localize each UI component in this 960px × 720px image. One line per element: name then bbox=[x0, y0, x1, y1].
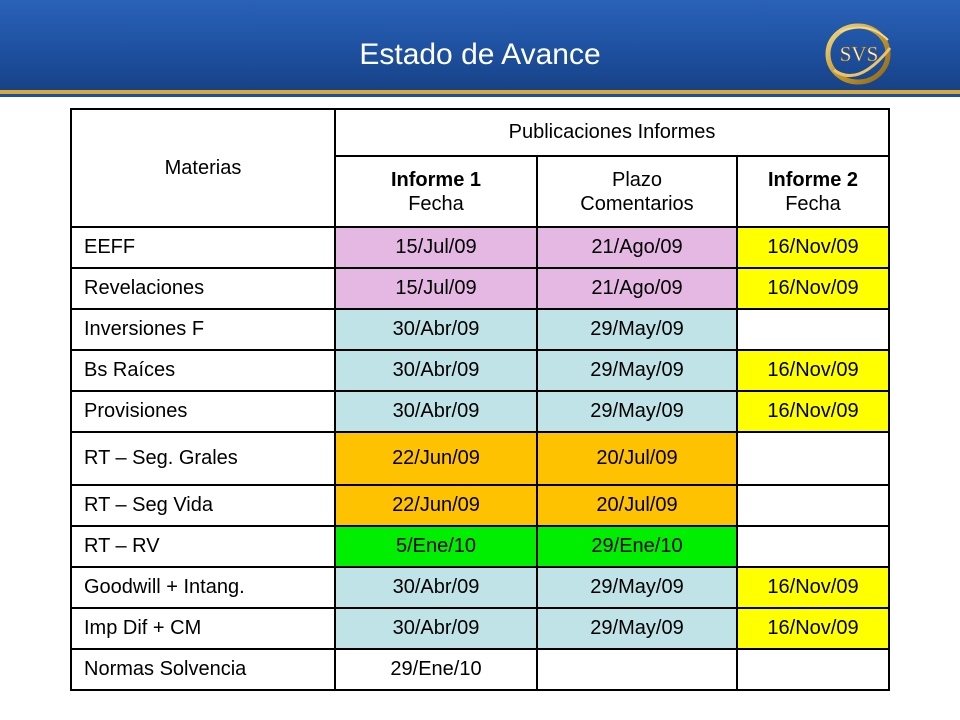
plazo-cell bbox=[537, 649, 737, 690]
informe2-header bbox=[737, 156, 889, 227]
informe1-cell: 30/Abr/09 bbox=[335, 608, 537, 649]
informe2-cell bbox=[737, 526, 889, 567]
plazo-cell: 29/May/09 bbox=[537, 608, 737, 649]
informe1-cell: 5/Ene/10 bbox=[335, 526, 537, 567]
plazo-cell: 29/May/09 bbox=[537, 391, 737, 432]
plazo-cell: 20/Jul/09 bbox=[537, 432, 737, 485]
informe2-cell: 16/Nov/09 bbox=[737, 268, 889, 309]
blue-divider bbox=[0, 94, 960, 97]
table-row bbox=[71, 649, 889, 690]
plazo-cell: 29/May/09 bbox=[537, 350, 737, 391]
informe2-cell: 16/Nov/09 bbox=[737, 227, 889, 268]
informe1-header-sub: Fecha bbox=[408, 192, 464, 215]
plazo-cell: 29/May/09 bbox=[537, 567, 737, 608]
informe2-cell bbox=[737, 309, 889, 350]
informe2-header-sub: Fecha bbox=[785, 192, 841, 215]
row-name: RT – Seg. Grales bbox=[71, 432, 335, 485]
table-row bbox=[71, 227, 889, 268]
row-name: Normas Solvencia bbox=[71, 649, 335, 690]
plazo-cell: 29/Ene/10 bbox=[537, 526, 737, 567]
informe2-header-title: Informe 2 bbox=[767, 168, 859, 191]
publicaciones-header: Publicaciones Informes bbox=[335, 109, 889, 156]
informe1-cell: 22/Jun/09 bbox=[335, 432, 537, 485]
table-row bbox=[71, 567, 889, 608]
table-row bbox=[71, 526, 889, 567]
informe1-header bbox=[335, 156, 537, 227]
plazo-cell: 21/Ago/09 bbox=[537, 268, 737, 309]
table-row bbox=[71, 432, 889, 485]
row-name: Bs Raíces bbox=[71, 350, 335, 391]
page-title: Estado de Avance bbox=[359, 38, 601, 71]
row-name: Provisiones bbox=[71, 391, 335, 432]
materias-header: Materias bbox=[71, 109, 335, 227]
informe2-cell: 16/Nov/09 bbox=[737, 350, 889, 391]
row-name: Imp Dif + CM bbox=[71, 608, 335, 649]
table-row bbox=[71, 309, 889, 350]
progress-table bbox=[70, 108, 890, 691]
row-name: EEFF bbox=[71, 227, 335, 268]
plazo-header bbox=[537, 156, 737, 227]
informe1-cell: 29/Ene/10 bbox=[335, 649, 537, 690]
table-row bbox=[71, 268, 889, 309]
plazo-cell: 21/Ago/09 bbox=[537, 227, 737, 268]
plazo-header-title: Plazo bbox=[611, 168, 663, 191]
table-row bbox=[71, 608, 889, 649]
logo-text: SVS bbox=[839, 42, 879, 66]
informe1-cell: 30/Abr/09 bbox=[335, 350, 537, 391]
informe1-cell: 30/Abr/09 bbox=[335, 309, 537, 350]
informe2-cell bbox=[737, 649, 889, 690]
row-name: RT – RV bbox=[71, 526, 335, 567]
row-name: RT – Seg Vida bbox=[71, 485, 335, 526]
informe2-cell bbox=[737, 485, 889, 526]
svs-logo bbox=[820, 18, 900, 86]
informe1-cell: 30/Abr/09 bbox=[335, 391, 537, 432]
plazo-cell: 20/Jul/09 bbox=[537, 485, 737, 526]
plazo-header-sub: Comentarios bbox=[580, 192, 694, 215]
informe2-cell: 16/Nov/09 bbox=[737, 608, 889, 649]
table-row bbox=[71, 391, 889, 432]
informe2-cell bbox=[737, 432, 889, 485]
informe2-cell: 16/Nov/09 bbox=[737, 391, 889, 432]
table-row bbox=[71, 485, 889, 526]
plazo-cell: 29/May/09 bbox=[537, 309, 737, 350]
informe2-cell: 16/Nov/09 bbox=[737, 567, 889, 608]
row-name: Inversiones F bbox=[71, 309, 335, 350]
informe1-cell: 15/Jul/09 bbox=[335, 268, 537, 309]
informe1-cell: 22/Jun/09 bbox=[335, 485, 537, 526]
informe1-cell: 30/Abr/09 bbox=[335, 567, 537, 608]
informe1-cell: 15/Jul/09 bbox=[335, 227, 537, 268]
row-name: Revelaciones bbox=[71, 268, 335, 309]
row-name: Goodwill + Intang. bbox=[71, 567, 335, 608]
informe1-header-title: Informe 1 bbox=[390, 168, 482, 191]
table-header-row bbox=[71, 109, 889, 156]
table-row bbox=[71, 350, 889, 391]
